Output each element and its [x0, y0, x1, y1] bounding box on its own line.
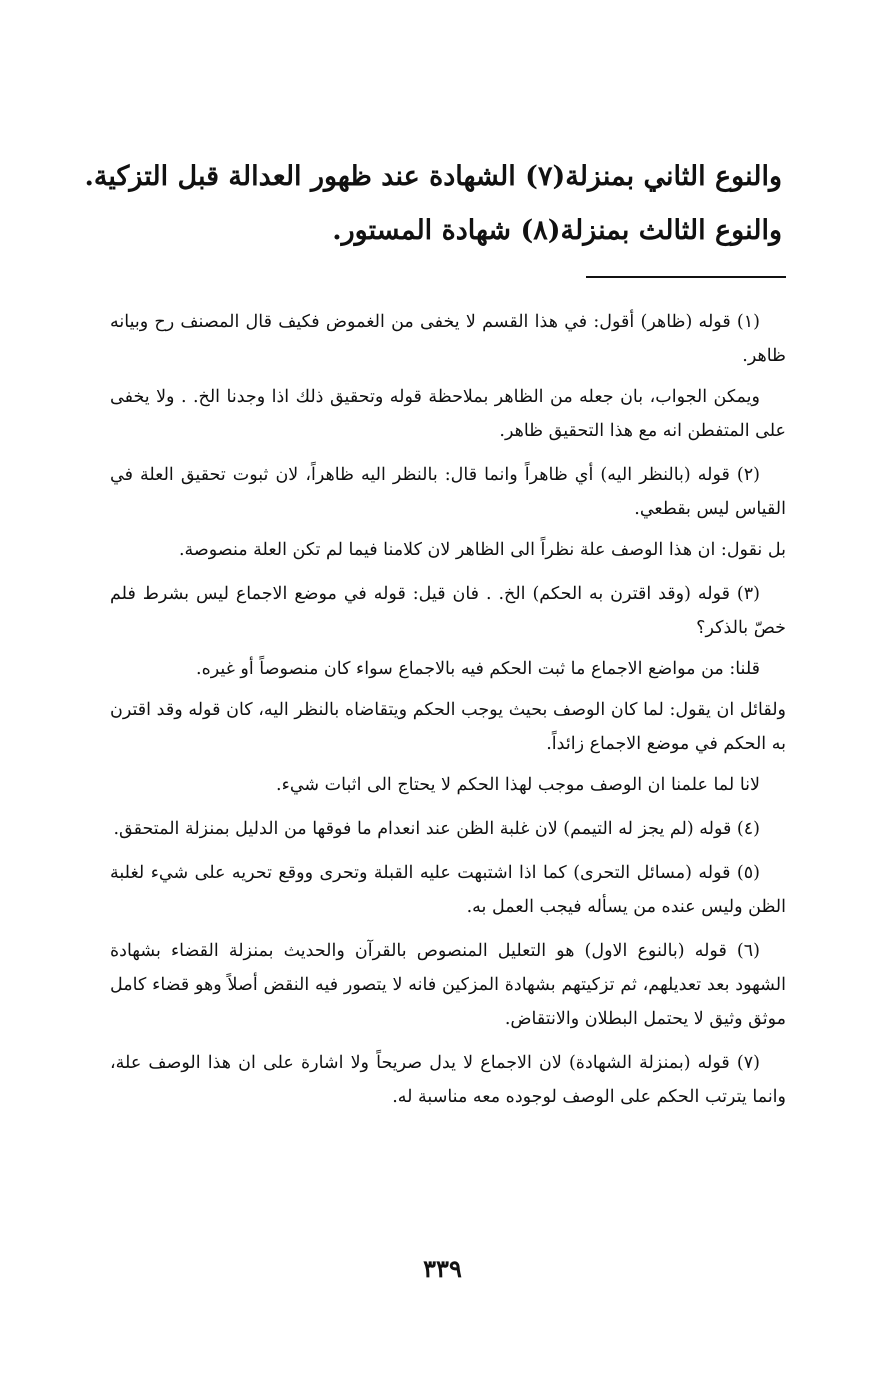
page-number: ٣٣٩: [423, 1254, 462, 1283]
main-text: [84, 150, 782, 258]
footnote-3-objection: ولقائل ان يقول: لما كان الوصف بحيث يوجب الحكم ويتقاضاه بالنظر اليه، كان قوله وقد اقترن به الحكم في موضع الاجماع زائداً.: [110, 700, 786, 754]
footnote-2: (٢) قوله (بالنظر اليه) أي ظاهراً وانما قال: بالنظر اليه ظاهراً، لان ثبوت تحقيق العلة في القياس ليس بقطعي.: [110, 465, 786, 519]
footnote-7: (٧) قوله (بمنزلة الشهادة) لان الاجماع لا يدل صريحاً ولا اشارة على ان هذا الوصف علة، وانما يترتب الحكم على الوصف لوجوده معه مناسبة له.: [110, 1053, 786, 1107]
footnote-6: (٦) قوله (بالنوع الاول) هو التعليل المنصوص بالقرآن والحديث بمنزلة القضاء بشهادة الشهود بعد تعديلهم، ثم تزكيتهم بشهادة المزكين فانه لا يتصور فيه النقض أصلاً وهو قضاء كامل موثق وثيق لا يحتمل البطلان والانتقاض.: [110, 941, 786, 1029]
footnote-3-answer: قلنا: من مواضع الاجماع ما ثبت الحكم فيه بالاجماع سواء كان منصوصاً أو غيره.: [196, 659, 760, 679]
footnote-1-continued: ويمكن الجواب، بان جعله من الظاهر بملاحظة قوله وتحقيق ذلك اذا وجدنا الخ. . ولا يخفى على المتفطن انه مع هذا التحقيق ظاهر.: [110, 387, 786, 441]
footnote-separator: [586, 276, 786, 278]
footnote-4: (٤) قوله (لم يجز له التيمم) لان غلبة الظن عند انعدام ما فوقها من الدليل بمنزلة المتحقق.: [113, 819, 760, 839]
main-text-line-2: والنوع الثالث بمنزلة(٨) شهادة المستور.: [332, 215, 782, 246]
footnote-5: (٥) قوله (مسائل التحرى) كما اذا اشتبهت عليه القبلة وتحرى ووقع تحريه على شيء لغلبة الظن وليس عنده من يسأله فيجب العمل به.: [110, 863, 786, 917]
footnote-3-reply: لانا لما علمنا ان الوصف موجب لهذا الحكم لا يحتاج الى اثبات شيء.: [276, 775, 760, 795]
footnote-3: (٣) قوله (وقد اقترن به الحكم) الخ. . فان قيل: قوله في موضع الاجماع ليس بشرط فلم خصّ بالذكر؟: [110, 584, 786, 638]
footnotes: [110, 305, 786, 1124]
footnote-2-continued: بل نقول: ان هذا الوصف علة نظراً الى الظاهر لان كلامنا فيما لم تكن العلة منصوصة.: [178, 540, 786, 560]
main-text-line-1: والنوع الثاني بمنزلة(٧) الشهادة عند ظهور العدالة قبل التزكية.: [84, 161, 782, 192]
footnote-1: (١) قوله (ظاهر) أقول: في هذا القسم لا يخفى من الغموض فكيف قال المصنف رح وبيانه ظاهر.: [110, 312, 786, 366]
